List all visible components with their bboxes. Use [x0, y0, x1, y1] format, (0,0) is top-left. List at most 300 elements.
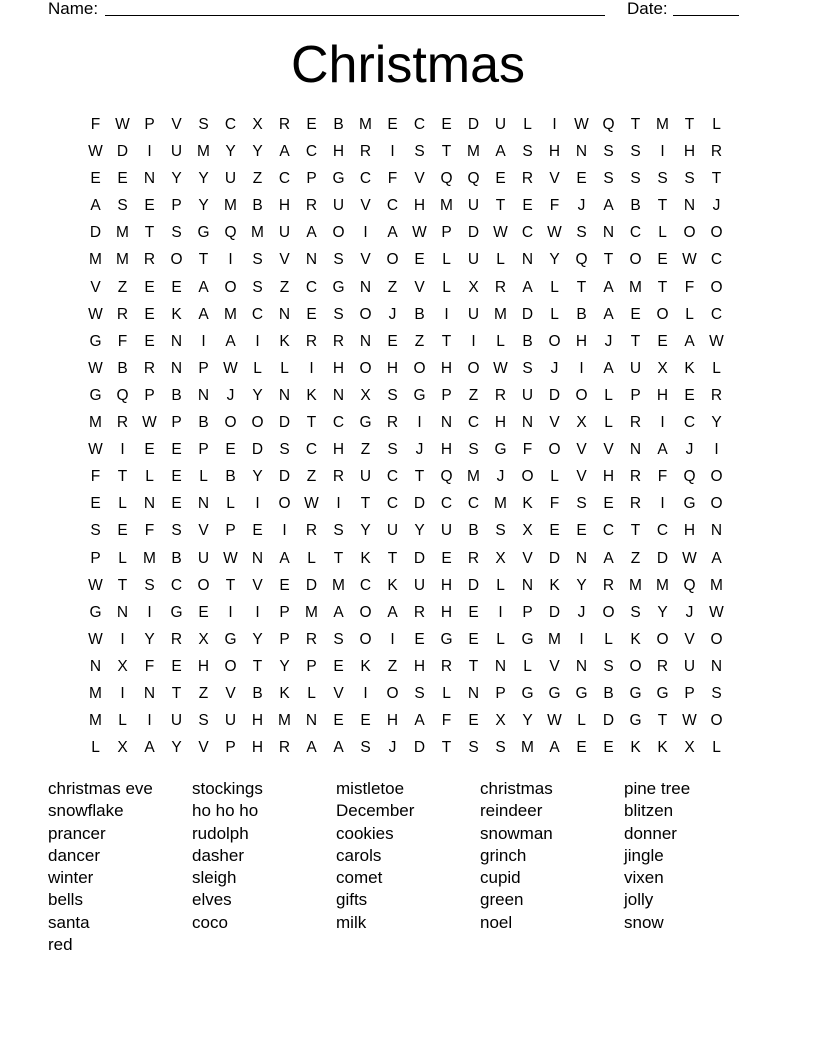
grid-letter: Z: [414, 332, 425, 350]
grid-letter: C: [386, 468, 399, 486]
grid-letter: C: [710, 305, 723, 323]
grid-letter: E: [333, 712, 344, 730]
grid-letter: E: [387, 332, 398, 350]
word-bank-item: reindeer: [480, 801, 543, 821]
grid-letter: M: [224, 305, 237, 323]
date-blank[interactable]: [673, 0, 739, 16]
grid-letter: E: [495, 170, 506, 188]
grid-letter: E: [387, 116, 398, 133]
grid-letter: N: [143, 684, 156, 702]
grid-letter: Z: [387, 657, 398, 675]
grid-letter: Y: [522, 712, 533, 730]
grid-letter: L: [604, 414, 613, 432]
grid-letter: S: [171, 522, 182, 540]
grid-letter: C: [629, 224, 642, 242]
grid-letter: O: [710, 630, 723, 648]
grid-letter: Y: [657, 603, 668, 621]
grid-letter: C: [467, 495, 480, 513]
grid-row: [82, 192, 730, 219]
grid-letter: L: [496, 332, 505, 350]
grid-letter: Z: [279, 278, 290, 296]
grid-letter: I: [147, 712, 152, 730]
grid-letter: R: [305, 197, 318, 215]
grid-letter: E: [117, 522, 128, 540]
grid-letter: X: [468, 278, 479, 296]
grid-letter: P: [144, 116, 155, 133]
page-title: Christmas: [290, 36, 526, 94]
grid-letter: Q: [467, 170, 480, 188]
grid-letter: X: [495, 549, 506, 567]
word-bank-item: elves: [192, 890, 232, 910]
grid-letter: G: [683, 495, 696, 513]
grid-letter: S: [333, 630, 344, 648]
grid-letter: E: [603, 495, 614, 513]
grid-row: [82, 165, 730, 192]
grid-letter: X: [252, 116, 263, 133]
grid-letter: F: [549, 495, 560, 513]
grid-letter: H: [332, 359, 345, 377]
grid-letter: K: [360, 657, 371, 675]
grid-letter: U: [224, 712, 237, 730]
grid-letter: U: [170, 712, 183, 730]
grid-letter: T: [468, 657, 479, 675]
grid-letter: S: [333, 522, 344, 540]
grid-letter: N: [521, 414, 534, 432]
word-bank-item: grinch: [480, 845, 527, 865]
grid-letter: E: [144, 441, 155, 459]
grid-letter: B: [522, 332, 533, 350]
grid-letter: S: [252, 251, 263, 269]
grid-letter: Y: [252, 630, 263, 648]
grid-letter: I: [390, 630, 395, 648]
grid-letter: D: [602, 712, 615, 730]
grid-letter: K: [279, 684, 290, 702]
grid-letter: T: [306, 414, 317, 432]
grid-letter: R: [332, 332, 345, 350]
grid-letter: V: [279, 251, 290, 269]
grid-letter: T: [603, 251, 614, 269]
grid-row: [82, 274, 730, 301]
grid-letter: S: [576, 224, 587, 242]
grid-letter: M: [521, 739, 534, 757]
grid-letter: T: [387, 549, 398, 567]
grid-letter: I: [228, 251, 233, 269]
grid-letter: M: [305, 603, 318, 621]
word-bank-item: mistletoe: [336, 779, 405, 798]
grid-letter: R: [494, 386, 507, 404]
grid-letter: R: [143, 359, 156, 377]
grid-letter: Q: [683, 576, 696, 594]
grid-letter: C: [386, 197, 399, 215]
grid-letter: A: [387, 603, 398, 621]
grid-letter: L: [577, 712, 586, 730]
grid-letter: A: [603, 359, 614, 377]
grid-letter: L: [226, 495, 235, 513]
grid-letter: O: [575, 386, 588, 404]
grid-letter: W: [412, 224, 427, 242]
grid-letter: P: [441, 386, 452, 404]
grid-letter: V: [360, 251, 371, 269]
grid-letter: E: [198, 603, 209, 621]
grid-letter: S: [603, 657, 614, 675]
grid-letter: N: [440, 414, 453, 432]
grid-letter: A: [306, 739, 317, 757]
grid-letter: M: [494, 495, 507, 513]
grid-letter: V: [333, 684, 344, 702]
grid-letter: E: [657, 251, 668, 269]
grid-letter: T: [252, 657, 263, 675]
grid-letter: S: [657, 170, 668, 188]
grid-letter: A: [198, 305, 209, 323]
grid-letter: O: [602, 603, 615, 621]
grid-letter: L: [712, 739, 721, 757]
grid-letter: U: [467, 197, 480, 215]
grid-letter: O: [359, 630, 372, 648]
grid-letter: I: [309, 359, 314, 377]
word-bank-item: comet: [336, 868, 383, 888]
grid-letter: O: [170, 251, 183, 269]
grid-letter: K: [387, 576, 398, 594]
grid-letter: W: [547, 224, 562, 242]
grid-letter: W: [88, 441, 103, 459]
word-bank-item: ho ho ho: [192, 801, 259, 821]
grid-letter: U: [467, 305, 480, 323]
grid-letter: U: [359, 468, 372, 486]
grid-letter: M: [629, 278, 642, 296]
grid-letter: T: [441, 143, 452, 161]
grid-letter: E: [171, 495, 182, 513]
grid-letter: H: [197, 657, 210, 675]
grid-letter: T: [360, 495, 371, 513]
grid-row: [82, 490, 730, 517]
grid-letter: V: [684, 630, 695, 648]
grid-letter: P: [306, 657, 317, 675]
grid-letter: E: [306, 305, 317, 323]
grid-letter: N: [305, 251, 318, 269]
grid-letter: E: [171, 657, 182, 675]
grid-letter: N: [89, 657, 102, 675]
grid-letter: W: [574, 116, 589, 133]
grid-letter: T: [657, 278, 668, 296]
grid-letter: R: [467, 549, 480, 567]
grid-letter: T: [630, 522, 641, 540]
grid-letter: I: [363, 224, 368, 242]
grid-letter: I: [390, 143, 395, 161]
grid-letter: Q: [116, 386, 129, 404]
grid-letter: U: [413, 576, 426, 594]
grid-letter: P: [441, 224, 452, 242]
grid-row: [82, 355, 730, 382]
grid-letter: B: [198, 414, 209, 432]
grid-letter: K: [684, 359, 695, 377]
grid-letter: O: [629, 657, 642, 675]
grid-letter: K: [306, 386, 317, 404]
grid-letter: A: [279, 549, 290, 567]
grid-letter: L: [712, 359, 721, 377]
grid-letter: Q: [602, 116, 615, 133]
grid-letter: N: [521, 251, 534, 269]
grid-letter: N: [278, 386, 291, 404]
grid-letter: E: [225, 441, 236, 459]
grid-letter: N: [170, 359, 183, 377]
grid-letter: L: [442, 251, 451, 269]
grid-letter: M: [224, 197, 237, 215]
grid-letter: T: [657, 197, 668, 215]
grid-letter: S: [630, 143, 641, 161]
grid-letter: T: [117, 576, 128, 594]
grid-letter: S: [387, 441, 398, 459]
grid-letter: P: [522, 603, 533, 621]
grid-letter: D: [548, 549, 561, 567]
grid-letter: S: [603, 143, 614, 161]
grid-letter: O: [278, 495, 291, 513]
grid-letter: B: [333, 116, 344, 133]
grid-letter: X: [360, 386, 371, 404]
grid-letter: F: [657, 468, 668, 486]
grid-letter: O: [359, 359, 372, 377]
grid-letter: P: [279, 630, 290, 648]
grid-letter: C: [710, 251, 723, 269]
grid-letter: E: [90, 170, 101, 188]
grid-letter: E: [441, 549, 452, 567]
grid-letter: Z: [117, 278, 128, 296]
grid-letter: Q: [575, 251, 588, 269]
grid-letter: V: [414, 278, 425, 296]
grid-letter: I: [417, 414, 422, 432]
grid-letter: V: [549, 657, 560, 675]
grid-letter: L: [685, 305, 694, 323]
grid-letter: O: [710, 495, 723, 513]
grid-letter: L: [712, 116, 721, 133]
header-line: [48, 0, 748, 20]
grid-letter: U: [332, 197, 345, 215]
grid-letter: S: [495, 739, 506, 757]
grid-letter: P: [171, 197, 182, 215]
grid-letter: V: [90, 278, 101, 296]
grid-letter: E: [576, 170, 587, 188]
grid-letter: E: [684, 386, 695, 404]
grid-letter: E: [306, 116, 317, 133]
grid-letter: L: [91, 739, 100, 757]
grid-letter: T: [495, 197, 506, 215]
grid-letter: S: [144, 576, 155, 594]
grid-letter: S: [576, 495, 587, 513]
grid-letter: K: [630, 630, 641, 648]
grid-letter: G: [440, 630, 453, 648]
grid-letter: N: [683, 197, 696, 215]
grid-letter: T: [576, 278, 587, 296]
word-bank-item: carols: [336, 845, 382, 865]
grid-letter: A: [144, 739, 155, 757]
grid-letter: L: [550, 305, 559, 323]
grid-row: [82, 246, 730, 273]
grid-letter: Z: [252, 170, 263, 188]
grid-letter: B: [171, 549, 182, 567]
grid-letter: Y: [144, 630, 155, 648]
grid-letter: N: [143, 170, 156, 188]
grid-letter: I: [660, 414, 665, 432]
grid-letter: L: [550, 468, 559, 486]
grid-letter: H: [440, 576, 453, 594]
grid-letter: D: [548, 386, 561, 404]
grid-letter: R: [116, 305, 129, 323]
grid-row: [82, 436, 730, 463]
grid-letter: E: [603, 739, 614, 757]
grid-row: [82, 599, 730, 626]
grid-letter: A: [225, 332, 236, 350]
grid-letter: U: [629, 359, 642, 377]
word-bank: [48, 778, 768, 956]
grid-letter: A: [198, 278, 209, 296]
grid-letter: G: [197, 224, 210, 242]
grid-letter: Y: [279, 657, 290, 675]
grid-letter: A: [603, 197, 614, 215]
grid-letter: D: [89, 224, 102, 242]
grid-letter: D: [467, 116, 480, 133]
grid-letter: G: [629, 684, 642, 702]
grid-letter: V: [171, 116, 182, 133]
grid-row: [82, 382, 730, 409]
grid-letter: P: [225, 739, 236, 757]
grid-letter: O: [656, 630, 669, 648]
grid-letter: N: [710, 657, 723, 675]
grid-letter: V: [360, 197, 371, 215]
grid-letter: A: [684, 332, 695, 350]
grid-letter: F: [144, 657, 155, 675]
grid-row: [82, 409, 730, 436]
grid-letter: A: [387, 224, 398, 242]
word-bank-item: prancer: [48, 823, 106, 843]
grid-letter: D: [413, 549, 426, 567]
grid-letter: E: [252, 522, 263, 540]
grid-letter: H: [386, 712, 399, 730]
grid-letter: H: [278, 197, 291, 215]
grid-letter: O: [521, 468, 534, 486]
grid-letter: H: [440, 359, 453, 377]
grid-letter: A: [414, 712, 425, 730]
grid-row: [82, 301, 730, 328]
word-bank-item: December: [336, 801, 415, 821]
grid-letter: C: [386, 495, 399, 513]
word-search-grid: [82, 111, 730, 761]
grid-letter: E: [576, 739, 587, 757]
word-bank-item: jingle: [624, 845, 664, 865]
grid-row: [82, 138, 730, 165]
grid-letter: C: [413, 116, 426, 133]
grid-letter: D: [656, 549, 669, 567]
grid-letter: J: [685, 441, 694, 459]
grid-letter: C: [305, 143, 318, 161]
grid-letter: H: [683, 522, 696, 540]
word-bank-item: rudolph: [192, 823, 249, 843]
grid-letter: R: [116, 414, 129, 432]
grid-letter: R: [170, 630, 183, 648]
word-bank-item: vixen: [624, 868, 664, 888]
grid-letter: L: [280, 359, 289, 377]
grid-row: [82, 572, 730, 599]
grid-letter: H: [251, 712, 264, 730]
grid-letter: D: [251, 441, 264, 459]
grid-letter: U: [170, 143, 183, 161]
grid-letter: E: [549, 522, 560, 540]
grid-letter: E: [90, 495, 101, 513]
grid-letter: N: [278, 305, 291, 323]
grid-letter: L: [550, 278, 559, 296]
grid-letter: B: [252, 684, 263, 702]
grid-letter: Q: [440, 170, 453, 188]
grid-letter: M: [710, 576, 723, 594]
word-bank-item: snowman: [480, 823, 553, 843]
grid-letter: O: [683, 224, 696, 242]
grid-letter: Y: [576, 576, 587, 594]
name-blank[interactable]: [105, 0, 605, 16]
grid-letter: H: [332, 143, 345, 161]
grid-letter: N: [710, 522, 723, 540]
word-bank-item: milk: [336, 912, 367, 932]
grid-row: [82, 463, 730, 490]
grid-letter: N: [575, 657, 588, 675]
grid-letter: B: [171, 386, 182, 404]
grid-letter: Q: [683, 468, 696, 486]
grid-letter: S: [684, 170, 695, 188]
name-label: Name:: [48, 0, 99, 18]
grid-letter: G: [170, 603, 183, 621]
grid-letter: K: [522, 495, 533, 513]
word-bank-item: jolly: [624, 890, 654, 910]
grid-letter: W: [88, 630, 103, 648]
grid-letter: Y: [360, 522, 371, 540]
grid-letter: D: [413, 739, 426, 757]
grid-letter: K: [630, 739, 641, 757]
grid-letter: B: [117, 359, 128, 377]
grid-letter: W: [88, 305, 103, 323]
grid-letter: M: [359, 116, 372, 133]
grid-letter: E: [468, 603, 479, 621]
word-bank-item: snow: [624, 912, 664, 932]
grid-letter: U: [494, 116, 507, 133]
grid-letter: X: [117, 657, 128, 675]
grid-letter: S: [522, 359, 533, 377]
grid-letter: B: [414, 305, 425, 323]
grid-letter: G: [359, 414, 372, 432]
grid-letter: E: [144, 305, 155, 323]
grid-letter: K: [549, 576, 560, 594]
grid-letter: S: [468, 739, 479, 757]
grid-letter: S: [360, 739, 371, 757]
grid-letter: I: [444, 305, 449, 323]
grid-letter: O: [413, 359, 426, 377]
grid-letter: N: [521, 576, 534, 594]
grid-letter: H: [575, 332, 588, 350]
grid-letter: I: [660, 143, 665, 161]
grid-letter: M: [494, 305, 507, 323]
grid-letter: Y: [171, 739, 182, 757]
grid-letter: R: [629, 468, 642, 486]
grid-letter: M: [89, 251, 102, 269]
grid-letter: V: [198, 522, 209, 540]
grid-letter: O: [710, 468, 723, 486]
grid-letter: K: [657, 739, 668, 757]
grid-letter: B: [225, 468, 236, 486]
grid-letter: S: [630, 603, 641, 621]
grid-letter: R: [332, 468, 345, 486]
grid-letter: G: [89, 332, 102, 350]
grid-letter: U: [224, 170, 237, 188]
grid-letter: I: [228, 603, 233, 621]
grid-letter: C: [359, 576, 372, 594]
grid-letter: S: [333, 251, 344, 269]
grid-letter: W: [709, 332, 724, 350]
